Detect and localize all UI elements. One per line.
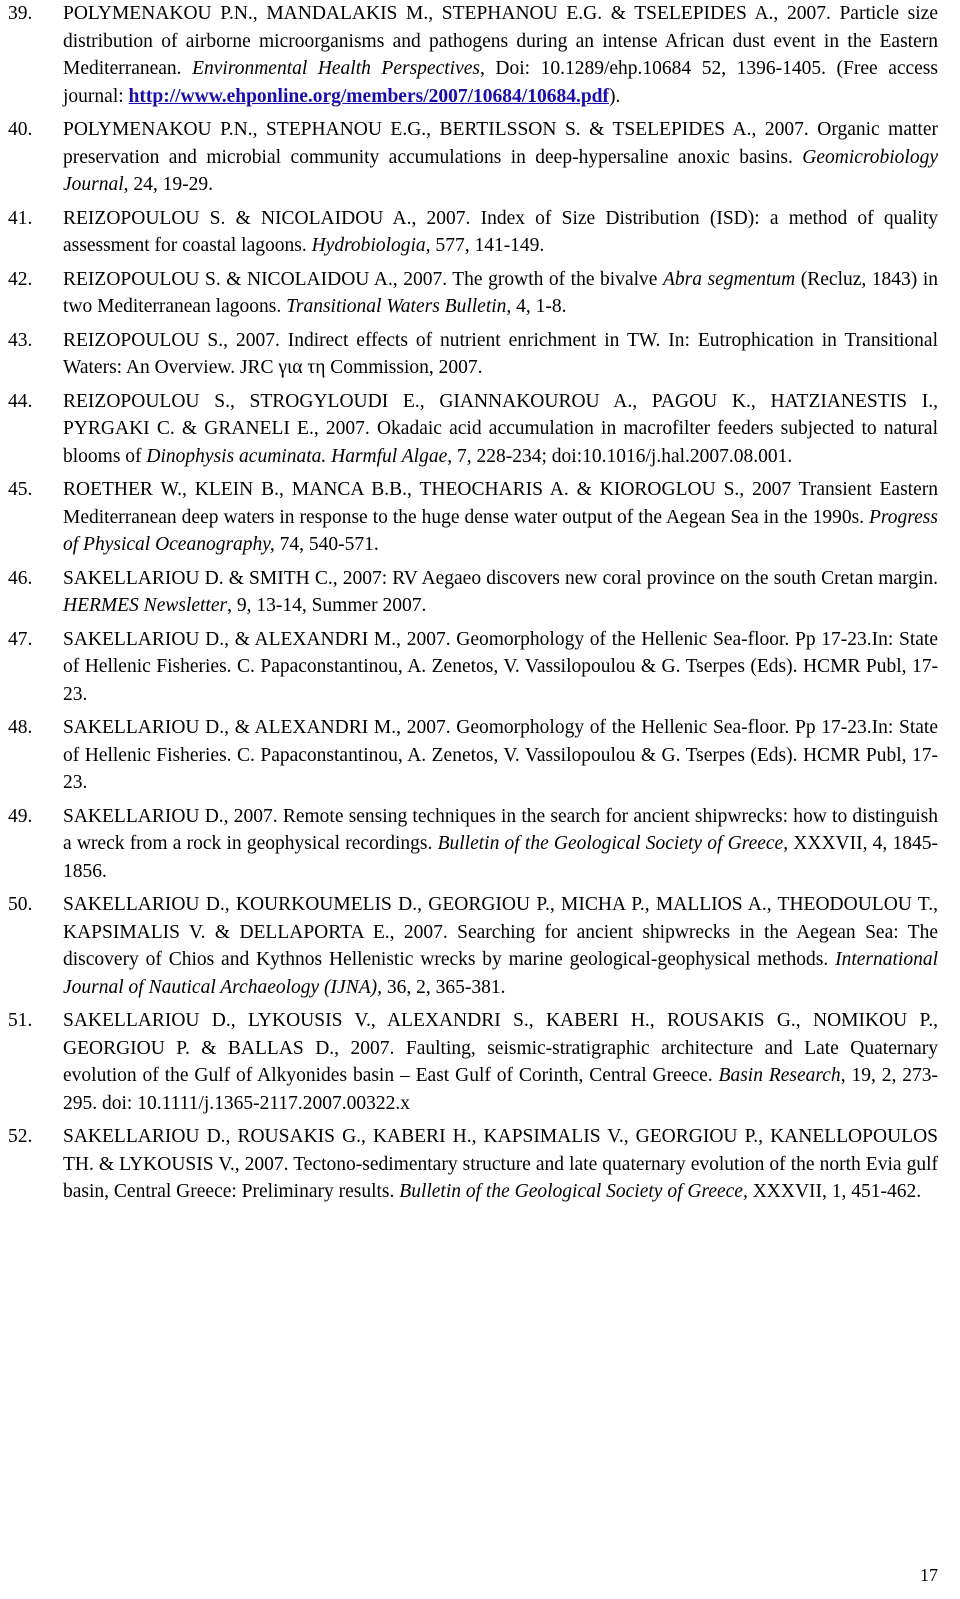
reference-text [63,266,938,321]
reference-text [63,803,938,886]
reference-segment: REIZOPOULOU S., 2007. Indirect effects of nutrient enrichment in TW. In: Eutrophication in Transitional Waters: An Overview. JRC για τη Commission, 2007. [63,329,938,378]
reference-segment: 577, 141-149. [430,235,545,256]
journal-title: Geomicrobiology Journal [63,146,938,195]
reference-number: 50. [8,894,33,915]
reference-number: 40. [8,119,33,140]
journal-title: Transitional Waters Bulletin, [286,296,512,317]
reference-number: 44. [8,390,33,412]
reference-number: 52. [8,1126,33,1147]
journal-title: Abra segmentum [662,268,796,290]
reference-number: 41. [8,207,33,229]
reference-number: 45. [8,479,33,500]
reference-link[interactable]: http://www.ehponline.org/members/2007/10684/10684.pdf [128,85,610,107]
reference-segment: SAKELLARIOU D., & ALEXANDRI M., 2007. Geomorphology of the Hellenic Sea-floor. Pp 17-23.In: State of Hellenic Fisheries. C. Papaconstantinou, A. Zenetos, V. Vassilopoulou & G. Tserpes (Eds). HCMR Publ, 17-23. [63,628,938,705]
journal-title: Environmental Health Perspectives [192,58,480,79]
journal-title: Harmful Algae [331,445,448,467]
reference-segment: 36, 2, 365-381. [381,976,506,998]
reference-number: 47. [8,628,33,650]
reference-list [8,0,938,1212]
reference-segment: , 9, 13-14, Summer 2007. [227,595,427,616]
reference-number: 51. [8,1010,33,1031]
reference-text [63,388,938,471]
reference-segment: , Doi: 10.1289/ehp.10684 52, 1396-1405. (Free access journal: [63,58,938,107]
reference-segment: XXXVII, 1, 451-462. [747,1181,922,1202]
reference-number: 42. [8,268,33,290]
reference-number: 39. [8,3,33,24]
reference-entry [8,891,938,1001]
reference-text [63,0,938,110]
journal-title: Progress of Physical Oceanography, [63,506,938,555]
reference-segment: XXXVII, 4, 1845-1856. [63,833,938,882]
reference-number: 43. [8,329,33,351]
reference-text [63,1123,938,1206]
reference-segment: SAKELLARIOU D., 2007. Remote sensing techniques in the search for ancient shipwrecks: how to distinguish a wreck from a rock in geophysical recordings. [63,805,938,854]
reference-segment: REIZOPOULOU S., STROGYLOUDI E., GIANNAKOUROU A., PAGOU K., HATZIANESTIS I., PYRGAKI C. & GRANELI E., 2007. Okadaic acid accumulation in macrofilter feeders subjected to natural blooms of [63,390,938,467]
reference-entry [8,266,938,321]
reference-entry [8,388,938,471]
journal-title: Bulletin of the Geological Society of Greece, [399,1181,748,1202]
reference-text [63,205,938,260]
reference-segment: POLYMENAKOU P.N., STEPHANOU E.G., BERTILSSON S. & TSELEPIDES A., 2007. Organic matter preservation and microbial community accumulations in deep-hypersaline anoxic basins. [63,119,938,168]
page-number: 17 [920,1564,938,1585]
reference-segment: 4, 1-8. [511,296,567,317]
reference-text [63,476,938,559]
journal-title: Bulletin of the Geological Society of Greece, [437,833,789,854]
reference-entry [8,327,938,382]
reference-segment: , 7, 228-234; doi:10.1016/j.hal.2007.08.001. [447,445,793,467]
reference-segment: , 19, 2, 273-295. doi: 10.1111/j.1365-2117.2007.00322.x [63,1065,939,1114]
reference-segment: SAKELLARIOU D., & ALEXANDRI M., 2007. Geomorphology of the Hellenic Sea-floor. Pp 17-23.In: State of Hellenic Fisheries. C. Papaconstantinou, A. Zenetos, V. Vassilopoulou & G. Tserpes (Eds). HCMR Publ, 17-23. [63,717,938,793]
journal-title: Hydrobiologia, [311,235,431,256]
reference-entry [8,565,938,620]
reference-entry [8,205,938,260]
reference-entry [8,1007,938,1117]
reference-text [63,714,938,797]
reference-entry [8,803,938,886]
reference-segment: REIZOPOULOU S. & NICOLAIDOU A., 2007. The growth of the bivalve [63,268,663,290]
reference-segment: SAKELLARIOU D. & SMITH C., 2007: RV Aegaeo discovers new coral province on the south Cretan margin. [63,567,938,589]
journal-title: HERMES Newsletter [63,595,228,616]
reference-segment: POLYMENAKOU P.N., MANDALAKIS M., STEPHANOU E.G. & TSELEPIDES A., 2007. Particle size distribution of airborne microorganisms and pathogens during an intense African dust event in the Eastern Mediterranean. [63,3,938,79]
reference-text [63,626,938,709]
reference-entry [8,714,938,797]
reference-text [63,327,938,382]
reference-segment: (Recluz, 1843) in two Mediterranean lagoons. [63,268,939,317]
reference-number: 46. [8,567,33,589]
reference-number: 49. [8,805,33,827]
reference-segment: SAKELLARIOU D., ROUSAKIS G., KABERI H., KAPSIMALIS V., GEORGIOU P., KANELLOPOULOS TH. & LYKOUSIS V., 2007. Tectono-sedimentary structure and late quaternary evolution of the north Evia gulf basin, Central Greece: Preliminary results. [63,1126,938,1202]
reference-segment: 74, 540-571. [274,534,379,555]
reference-entry [8,116,938,199]
reference-segment: ROETHER W., KLEIN B., MANCA B.B., THEOCHARIS A. & KIOROGLOU S., 2007 Transient Eastern Mediterranean deep waters in response to the huge dense water output of the Aegean Sea in the 1990s. [63,479,938,528]
reference-segment: REIZOPOULOU S. & NICOLAIDOU A., 2007. Index of Size Distribution (ISD): a method of quality assessment for coastal lagoons. [63,207,938,256]
reference-entry [8,1123,938,1206]
reference-text [63,891,938,1001]
reference-text [63,565,938,620]
reference-segment: SAKELLARIOU D., LYKOUSIS V., ALEXANDRI S., KABERI H., ROUSAKIS G., NOMIKOU P., GEORGIOU P. & BALLAS D., 2007. Faulting, seismic-stratigraphic architecture and Late Quaternary evolution of the Gulf of Alkyonides basin – East Gulf of Corinth, Central Greece. [63,1010,938,1086]
reference-entry [8,476,938,559]
journal-title: International Journal of Nautical Archaeology (IJNA), [63,949,938,998]
reference-segment: ). [609,85,621,107]
reference-number: 48. [8,717,33,738]
reference-text [63,1007,938,1117]
reference-segment: , 24, 19-29. [123,174,214,195]
reference-entry [8,626,938,709]
journal-title: Basin Research [718,1065,841,1086]
reference-segment: SAKELLARIOU D., KOURKOUMELIS D., GEORGIOU P., MICHA P., MALLIOS A., THEODOULOU T., KAPSIMALIS V. & DELLAPORTA E., 2007. Searching for ancient shipwrecks in the Aegean Sea: The discovery of Chios and Kythnos Hellenistic wrecks by marine geological-geophysical methods. [63,894,938,970]
journal-title: Dinophysis acuminata. [146,445,327,467]
reference-text [63,116,938,199]
reference-entry [8,0,938,110]
